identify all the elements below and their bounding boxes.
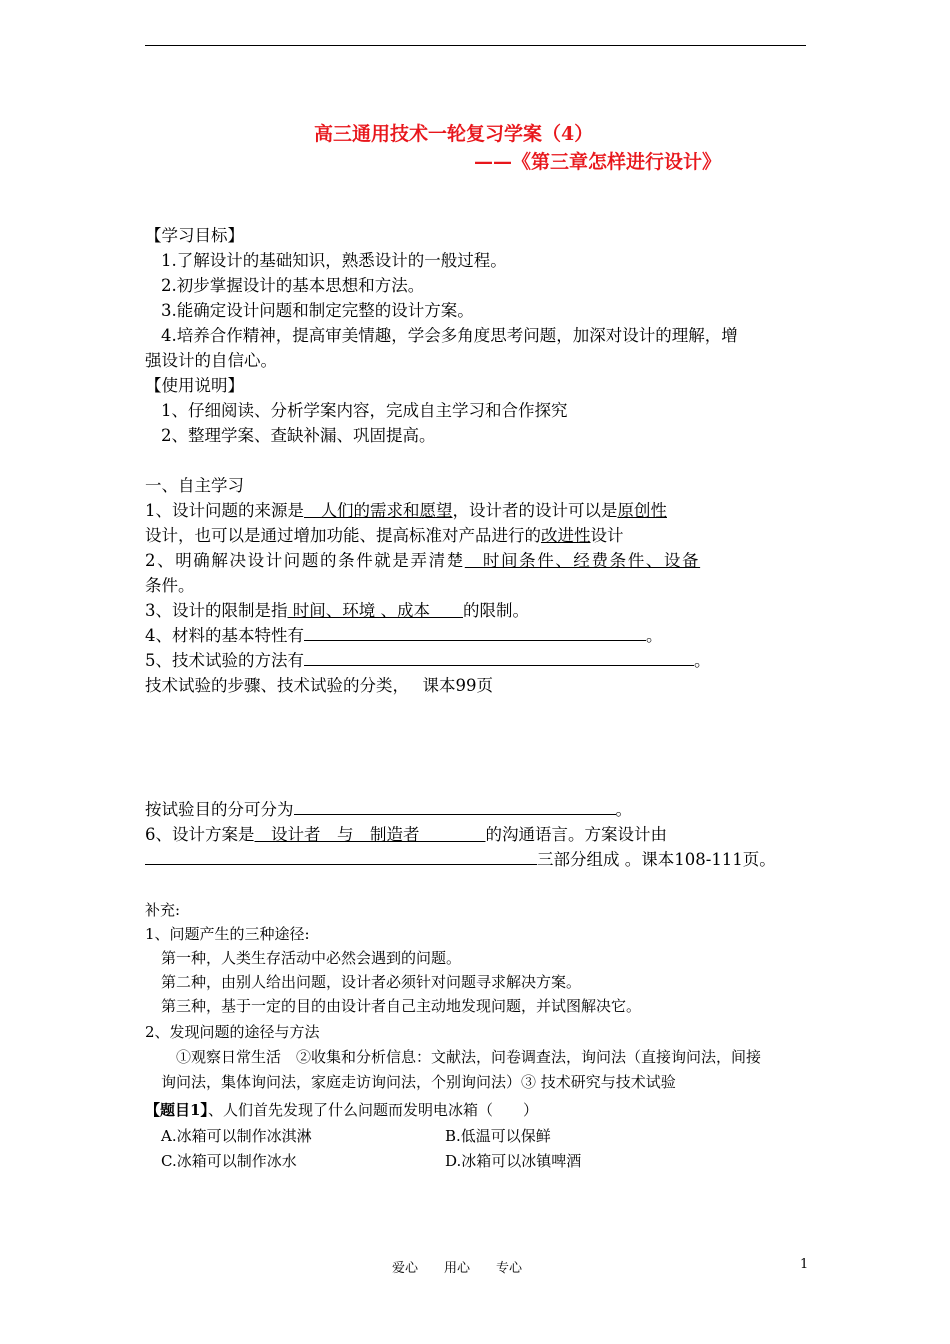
q1-text-a: 1、设计问题的来源是 [145, 501, 304, 520]
footer-motto: 爱心 用心 专心 [392, 1261, 523, 1276]
page-number: 1 [800, 1257, 809, 1272]
question-5c [145, 798, 632, 822]
objectives-heading: 【学习目标】 [145, 226, 244, 245]
q2-answer: 时间条件、经费条件、设备 [464, 551, 701, 570]
q1-answer-1: 人们的需求和愿望 [304, 501, 453, 520]
q6-text-c: 三部分组成 。课本108-111页。 [537, 850, 776, 869]
q6-answer: 设计者 与 制造者 [254, 825, 486, 844]
q5c-text-b: 。 [615, 800, 632, 819]
question-1-cont [145, 524, 624, 548]
q4-text-b: 。 [646, 626, 663, 645]
q3-answer: 时间、环境 、成本 [287, 601, 463, 620]
question-6 [145, 823, 667, 847]
question-2 [145, 549, 700, 573]
q2-text-b: 条件。 [145, 576, 195, 595]
option-c[interactable]: C.冰箱可以制作冰水 [161, 1152, 297, 1170]
supplement-1-item-3: 第三种，基于一定的目的由设计者自己主动地发现问题，并试图解决它。 [161, 997, 642, 1015]
q3-text-b: 的限制。 [463, 601, 529, 620]
q4-text-a: 4、材料的基本特性有 [145, 626, 304, 645]
usage-2: 2、整理学案、查缺补漏、巩固提高。 [161, 426, 436, 445]
q1-answer-2: 原创性 [617, 501, 667, 520]
supplement-1-item-2: 第二种，由别人给出问题，设计者必须针对问题寻求解决方案。 [161, 973, 582, 991]
question-5 [145, 649, 711, 673]
header-rule [145, 45, 806, 46]
q5-text-a: 5、技术试验的方法有 [145, 651, 304, 670]
q5-blank[interactable] [304, 649, 694, 666]
self-study-heading: 一、自主学习 [145, 476, 244, 495]
q6-text-b: 的沟通语言。方案设计由 [485, 825, 667, 844]
q1-answer-3: 改进性 [541, 526, 591, 545]
usage-heading: 【使用说明】 [145, 376, 244, 395]
question-6-cont [145, 848, 776, 872]
q6-text-a: 6、设计方案是 [145, 825, 255, 844]
q5-text-b: 。 [694, 651, 711, 670]
option-d[interactable]: D.冰箱可以冰镇啤酒 [445, 1152, 582, 1170]
title-line1: 高三通用技术一轮复习学案（4） [314, 123, 594, 145]
question-1-text: 、人们首先发现了什么问题而发明电冰箱（ ） [207, 1101, 538, 1119]
q5c-text-a: 按试验目的分可分为 [145, 800, 294, 819]
q1-text-d: 设计 [590, 526, 624, 545]
supplement-2-line-1: ①观察日常生活 ②收集和分析信息：文献法，问卷调查法，询问法（直接询问法，间接 [161, 1048, 762, 1066]
supplement-heading: 补充: [145, 901, 181, 919]
title-line2: ——《第三章怎样进行设计》 [474, 151, 722, 173]
objective-2: 2.初步掌握设计的基本思想和方法。 [161, 276, 425, 295]
option-b[interactable]: B.低温可以保鲜 [445, 1127, 551, 1145]
q5c-blank[interactable] [294, 798, 616, 815]
q6-blank[interactable] [145, 848, 537, 865]
supplement-1: 1、问题产生的三种途径: [145, 925, 310, 943]
supplement-2-line-2: 询问法，集体询问法，家庭走访询问法，个别询问法）③ 技术研究与技术试验 [161, 1073, 676, 1091]
q5-note: 技术试验的步骤、技术试验的分类， 课本99页 [145, 676, 493, 695]
usage-1: 1、仔细阅读、分析学案内容，完成自主学习和合作探究 [161, 401, 568, 420]
q4-blank[interactable] [304, 624, 646, 641]
q1-text-c: 设计，也可以是通过增加功能、提高标准对产品进行的 [145, 526, 541, 545]
question-1-stem [145, 1099, 538, 1121]
question-1-label: 【题目1】 [145, 1101, 208, 1119]
option-a[interactable]: A.冰箱可以制作冰淇淋 [161, 1127, 312, 1145]
supplement-2: 2、发现问题的途径与方法 [145, 1023, 320, 1041]
question-1 [145, 499, 667, 523]
supplement-1-item-1: 第一种，人类生存活动中必然会遇到的问题。 [161, 949, 462, 967]
objective-4-cont: 强设计的自信心。 [145, 351, 277, 370]
objective-4: 4.培养合作精神，提高审美情趣，学会多角度思考问题，加深对设计的理解，增 [161, 326, 738, 345]
question-4 [145, 624, 663, 648]
q3-text-a: 3、设计的限制是指 [145, 601, 288, 620]
q1-text-b: ，设计者的设计可以是 [452, 501, 618, 520]
objective-1: 1.了解设计的基础知识，熟悉设计的一般过程。 [161, 251, 507, 270]
objective-3: 3.能确定设计问题和制定完整的设计方案。 [161, 301, 474, 320]
question-3 [145, 599, 529, 623]
q2-text-a: 2、明确解决设计问题的条件就是弄清楚 [145, 551, 465, 570]
